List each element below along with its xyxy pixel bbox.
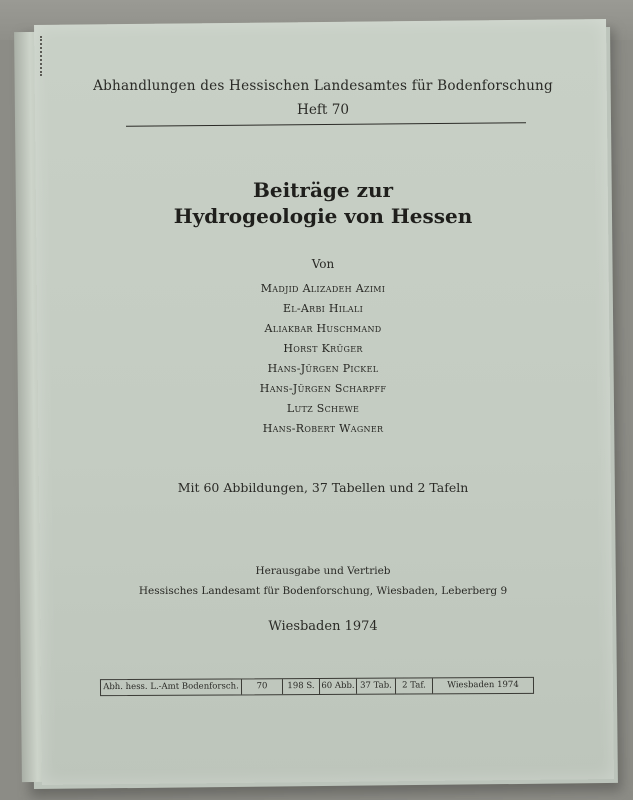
- author-name: El-Arbi Hilali: [282, 302, 364, 315]
- publisher-address: Hessisches Landesamt für Bodenforschung, Wiesbaden, Leberberg 9: [138, 585, 508, 597]
- biblio-cell-journal: Abh. hess. L.-Amt Bodenforsch.: [101, 679, 242, 695]
- book-title-line-1: Beiträge zur: [252, 178, 394, 202]
- place-and-year: Wiesbaden 1974: [268, 619, 378, 634]
- biblio-cell-plates: 2 Taf.: [396, 678, 433, 693]
- author-name: Hans-Robert Wagner: [262, 422, 384, 435]
- issue-number: Heft 70: [296, 102, 349, 118]
- biblio-cell-place-year: Wiesbaden 1974: [447, 680, 519, 691]
- author-name: Horst Krüger: [283, 342, 363, 355]
- author-name: Hans-Jürgen Pickel: [267, 362, 379, 375]
- series-title: Abhandlungen des Hessischen Landesamtes für Bodenforschung: [93, 78, 553, 94]
- binding-thread: [40, 36, 56, 76]
- by-label: Von: [311, 257, 335, 271]
- biblio-cell-figures: 60 Abb.: [320, 679, 357, 694]
- author-name: Hans-Jürgen Scharpff: [259, 382, 387, 395]
- biblio-cell-volume: 70: [242, 679, 283, 694]
- author-name: Madjid Alizadeh Azimi: [260, 282, 386, 295]
- biblio-cell-pages: 198 S.: [283, 679, 320, 694]
- author-name: Lutz Schewe: [286, 402, 360, 415]
- bibliographic-strip: [100, 677, 534, 696]
- biblio-cell-tables: 37 Tab.: [357, 679, 396, 694]
- publisher-label: Herausgabe und Vertrieb: [255, 565, 391, 577]
- author-name: Aliakbar Huschmand: [264, 322, 382, 335]
- illustrations-note: Mit 60 Abbildungen, 37 Tabellen und 2 Tafeln: [177, 480, 469, 495]
- book-title-line-2: Hydrogeologie von Hessen: [173, 204, 473, 228]
